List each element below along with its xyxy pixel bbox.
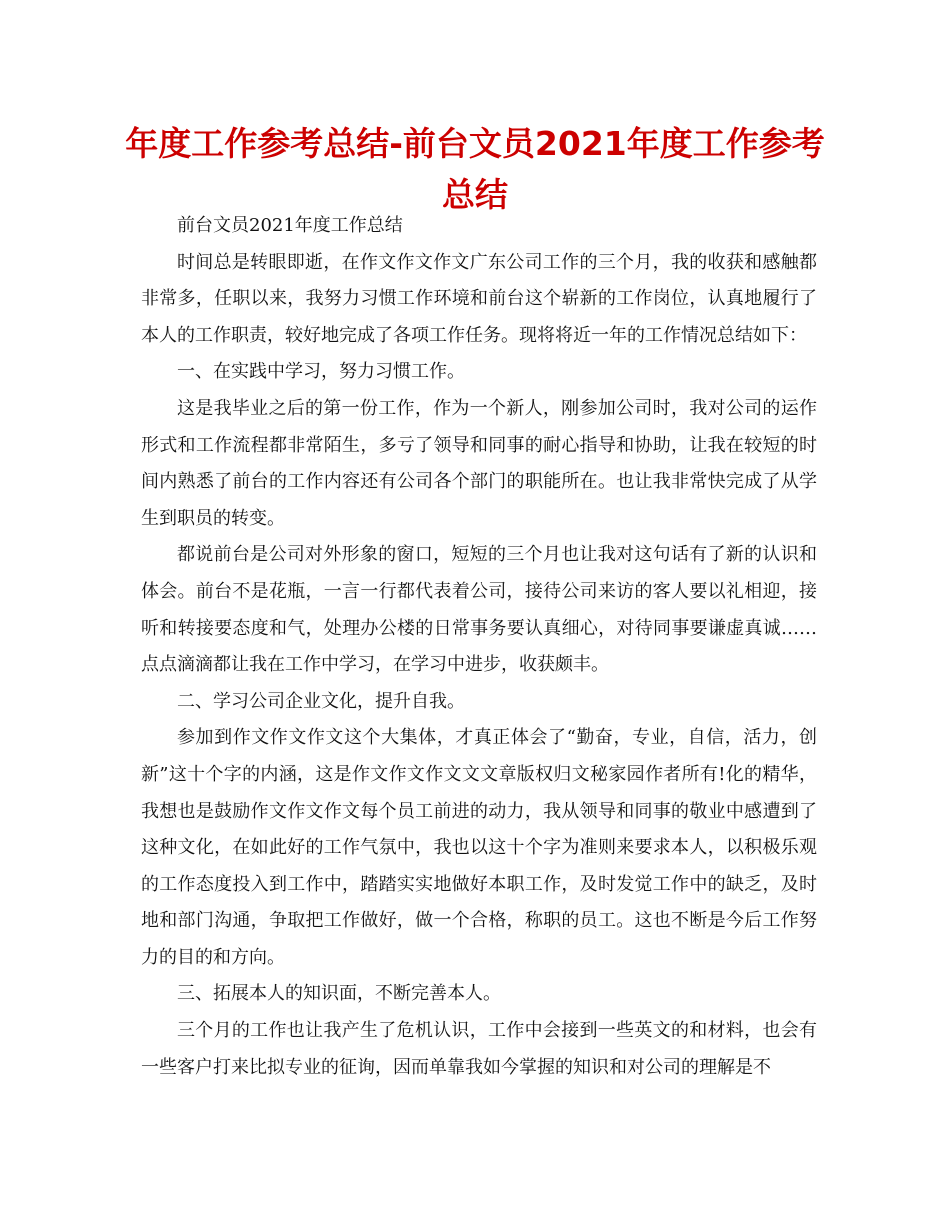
paragraph-section1-b: 都说前台是公司对外形象的窗口，短短的三个月也让我对这句话有了新的认识和体会。前台不是花瓶，一言一行都代表着公司，接待公司来访的客人要以礼相迎，接听和转接要态度和气，处理办公楼的日常事务要认真细心，对待同事要谦虚真诚……点点滴滴都让我在工作中学习，在学习中进步，收获颇丰。: [141, 544, 817, 676]
section-heading-2: 二、学习公司企业文化，提升自我。: [177, 690, 465, 712]
paragraph-section1-a: 这是我毕业之后的第一份工作，作为一个新人，刚参加公司时，我对公司的运作形式和工作流程都非常陌生，多亏了领导和同事的耐心指导和协助，让我在较短的时间内熟悉了前台的工作内容还有公司各个部门的职能所在。也让我非常快完成了从学生到职员的转变。: [141, 397, 817, 529]
section-heading-3: 三、拓展本人的知识面，不断完善本人。: [177, 983, 501, 1005]
document-body: [141, 208, 817, 1086]
paragraph-section2: 参加到作文作文作文这个大集体，才真正体会了“勤奋，专业，自信，活力，创新”这十个字的内涵，这是作文作文作文文文章版权归文秘家园作者所有!化的精华，我想也是鼓励作文作文作文每个员工前进的动力，我从领导和同事的敬业中感遭到了这种文化，在如此好的工作气氛中，我也以这十个字为准则来要求本人，以积极乐观的工作态度投入到工作中，踏踏实实地做好本职工作，及时发觉工作中的缺乏，及时地和部门沟通，争取把工作做好，做一个合格，称职的员工。这也不断是今后工作努力的目的和方向。: [141, 727, 817, 968]
document-title: 年度工作参考总结-前台文员2021年度工作参考总结: [125, 124, 825, 214]
paragraph-subtitle: 前台文员2021年度工作总结: [177, 215, 403, 236]
section-heading-1: 一、在实践中学习，努力习惯工作。: [177, 361, 465, 383]
paragraph-intro: 时间总是转眼即逝，在作文作文作文广东公司工作的三个月，我的收获和感触都非常多，任职以来，我努力习惯工作环境和前台这个崭新的工作岗位，认真地履行了本人的工作职责，较好地完成了各项工作任务。现将将近一年的工作情况总结如下：: [141, 251, 817, 346]
paragraph-section3: 三个月的工作也让我产生了危机认识，工作中会接到一些英文的和材料，也会有一些客户打来比拟专业的征询，因而单靠我如今掌握的知识和对公司的理解是不: [141, 1020, 817, 1078]
